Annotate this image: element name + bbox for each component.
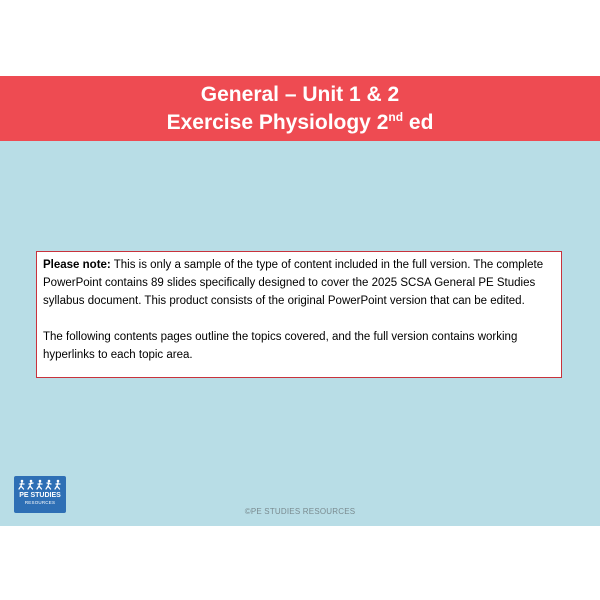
logo-text-line-1: PE STUDIES: [19, 492, 61, 499]
note-paragraph-1: [43, 256, 555, 310]
title-line-2-main: Exercise Physiology 2: [166, 110, 389, 134]
logo-text-line-2: RESOURCES: [24, 500, 56, 505]
note-paragraph-2: The following contents pages outline the topics covered, and the full version contains working hyperlinks to each topic area.: [43, 331, 518, 361]
title-line-2-superscript: nd: [388, 109, 404, 124]
slide: [0, 76, 600, 526]
note-box: [36, 251, 562, 378]
note-text-1: This is only a sample of the type of content included in the full version. The complete PowerPoint contains 89 slides specifically designed to cover the 2025 SCSA General PE Studies syllabus document. This product consists of the original PowerPoint version that can be edited.: [43, 259, 544, 307]
title-line-2-end: ed: [403, 110, 434, 134]
note-label: Please note:: [43, 259, 111, 271]
title-line-1: General – Unit 1 & 2: [200, 82, 400, 106]
title-band: [0, 76, 600, 141]
runners-icon: [18, 479, 62, 491]
title-line-2: [0, 109, 600, 137]
copyright-footer: ©PE STUDIES RESOURCES: [244, 507, 356, 516]
